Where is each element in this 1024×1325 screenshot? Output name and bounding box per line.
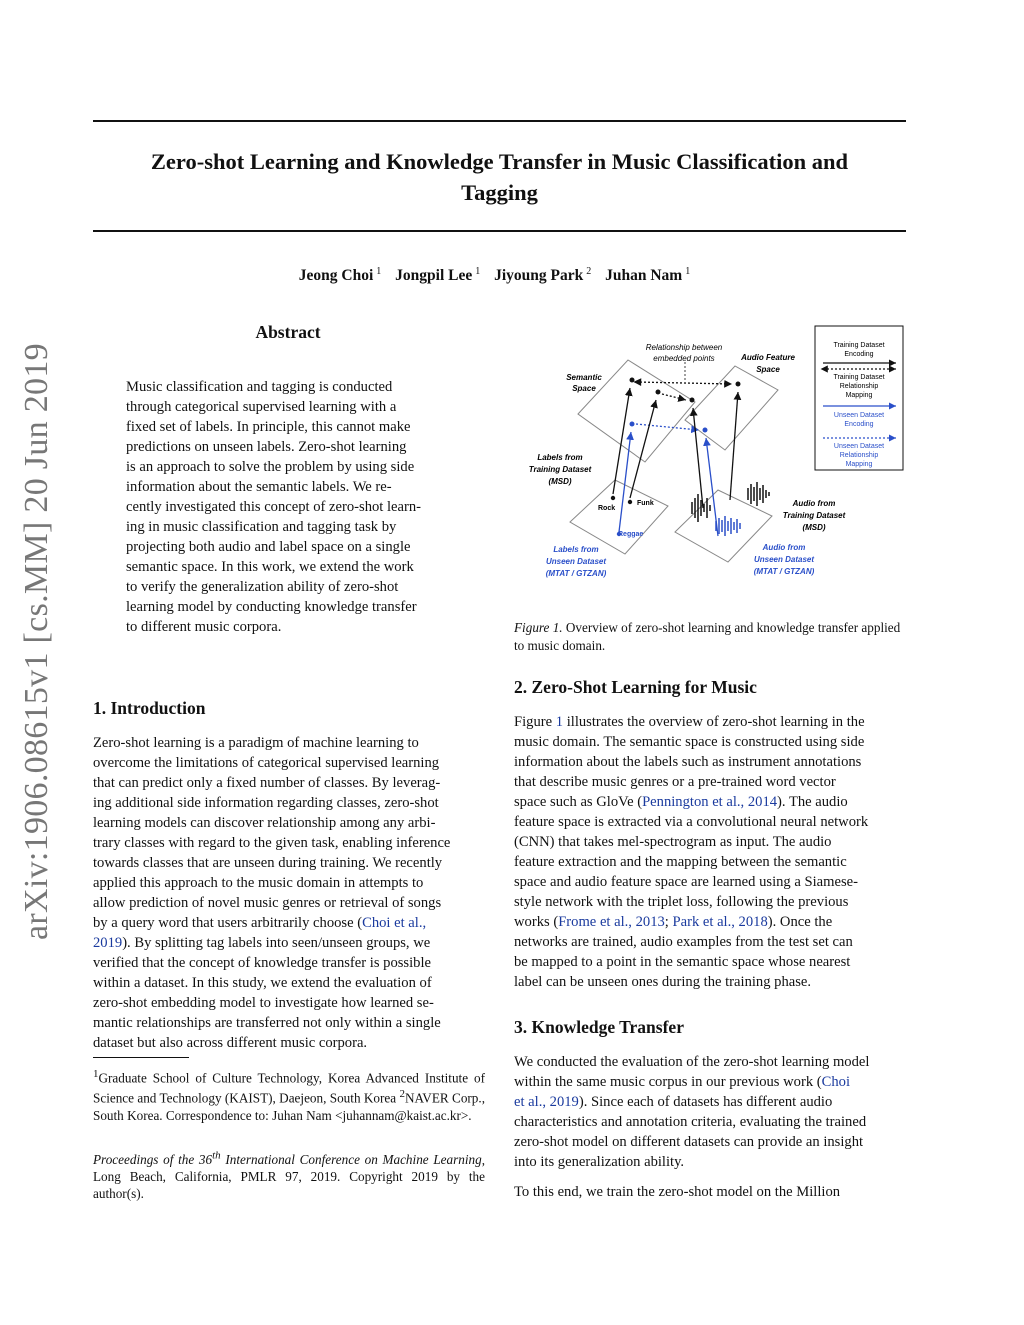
title-rule-top: [93, 120, 906, 122]
intro-line: allow prediction of novel music genres or retrieval of songs: [93, 895, 442, 911]
author-affiliation: 1: [685, 266, 691, 277]
citation-link[interactable]: Park et al., 2018: [672, 914, 768, 930]
legend-train-enc-2: Encoding: [844, 351, 874, 358]
sec2-line: label can be unseen ones during the training phase.: [514, 974, 812, 990]
author-affiliation: 1: [475, 266, 481, 277]
relationship-arrow-unseen: [636, 424, 699, 430]
title-line-2: Tagging: [461, 180, 538, 205]
citation-link[interactable]: Choi: [821, 1074, 851, 1090]
labels-train-3: (MSD): [548, 477, 572, 486]
sec3-line: characteristics and annotation criteria, evaluating the trained: [514, 1114, 867, 1130]
labels-unseen-3: (MTAT / GTZAN): [545, 569, 607, 578]
semantic-space-label-2: Space: [572, 384, 596, 393]
relationship-label-2: embedded points: [653, 354, 715, 363]
arxiv-stamp: arXiv:1906.08615v1 [cs.MM] 20 Jun 2019: [18, 343, 55, 940]
author-name: Jeong Choi: [298, 267, 374, 285]
sec2-line: music domain. The semantic space is constructed using side: [514, 734, 865, 750]
figure-1-caption: Figure 1. Overview of zero-shot learning and knowledge transfer applied to music domain.: [514, 620, 901, 653]
audio-train-3: (MSD): [802, 523, 826, 532]
intro-line: verified that the concept of knowledge transfer is possible: [93, 955, 431, 971]
author-list: [93, 266, 906, 285]
intro-line: dataset but also across different music corpora.: [93, 1035, 368, 1051]
abstract-body: [126, 377, 452, 637]
waveform-msd-right: [748, 482, 769, 506]
relationship-label-1: Relationship between: [645, 343, 723, 352]
intro-line: 2019). By splitting tag labels into seen/unseen groups, we: [93, 935, 431, 951]
sec3-line: We conducted the evaluation of the zero-shot learning model: [514, 1054, 870, 1070]
author-name: Jiyoung Park: [494, 267, 584, 285]
abstract-line: cently investigated this concept of zero-shot learn-: [126, 499, 422, 515]
sec3-line: et al., 2019). Since each of datasets has different audio: [514, 1094, 833, 1110]
intro-line: Zero-shot learning is a paradigm of machine learning to: [93, 735, 419, 751]
intro-line: that can predict only a fixed number of classes. By leverag-: [93, 775, 441, 791]
sec2-line: feature extraction and the mapping between the semantic: [514, 854, 847, 870]
abstract-line: fixed set of labels. In principle, this cannot make: [126, 419, 411, 435]
sec3-body: [514, 1052, 906, 1202]
intro-line: trary classes with regard to the given task, enabling inference: [93, 835, 451, 851]
encoding-arrow: [693, 408, 703, 508]
sec3-heading: 3. Knowledge Transfer: [514, 1017, 684, 1037]
semantic-point: [656, 390, 661, 395]
sec2-line: be mapped to a point in the semantic space whose nearest: [514, 954, 851, 970]
intro-line: learning models can discover relationship among any arbi-: [93, 815, 436, 831]
audio-space-label-1: Audio Feature: [741, 353, 795, 362]
waveform-msd-left: [692, 494, 710, 522]
citation-link[interactable]: 2019: [93, 935, 123, 951]
audio-feature-space-plane: [685, 366, 778, 450]
abstract-line: predictions on unseen labels. Zero-shot learning: [126, 439, 407, 455]
sec2-line: networks are trained, audio examples from the test set can: [514, 934, 853, 950]
abstract-line: through categorical supervised learning with a: [126, 399, 397, 415]
citation-link[interactable]: Frome et al., 2013: [558, 914, 665, 930]
sec2-body: [514, 712, 906, 992]
intro-line: zero-shot embedding model to investigate how learned se-: [93, 995, 434, 1011]
legend-train-enc-1: Training Dataset: [833, 342, 885, 349]
author-name: Juhan Nam: [605, 267, 683, 285]
audio-point: [690, 398, 695, 403]
rock-label: Rock: [598, 505, 616, 512]
intro-line: overcome the limitations of categorical supervised learning: [93, 755, 440, 771]
author-affiliation: 2: [586, 266, 592, 277]
relationship-arrow: [662, 394, 686, 400]
title-line-1: Zero-shot Learning and Knowledge Transfer in Music Classification and: [150, 149, 849, 174]
reggae-label: Reggae: [618, 531, 644, 538]
labels-unseen-2: Unseen Dataset: [545, 557, 607, 566]
labels-train-1: Labels from: [537, 453, 583, 462]
figure-1-diagram: [520, 322, 906, 590]
legend-unseen-rel-1: Unseen Dataset: [833, 443, 885, 450]
audio-point-unseen: [703, 428, 708, 433]
author-affiliation: 1: [376, 266, 382, 277]
semantic-point-unseen: [630, 422, 635, 427]
sec2-line: feature space is extracted via a convolutional neural network: [514, 814, 869, 830]
abstract-line: information about the semantic labels. We re-: [126, 479, 392, 495]
relationship-arrow: [636, 382, 732, 384]
funk-dot: [628, 500, 632, 504]
sec3-line: zero-shot model on different datasets can provide an insight: [514, 1134, 864, 1150]
labels-unseen-1: Labels from: [553, 545, 599, 554]
author-name: Jongpil Lee: [395, 267, 473, 285]
abstract-line: learning model by conducting knowledge transfer: [126, 599, 417, 615]
audio-unseen-3: (MTAT / GTZAN): [753, 567, 815, 576]
citation-link[interactable]: Pennington et al., 2014: [642, 794, 778, 810]
semantic-point: [630, 378, 635, 383]
figure-ref-link[interactable]: 1: [555, 714, 564, 730]
citation-link[interactable]: et al., 2019: [514, 1094, 579, 1110]
sec2-line: style network with the triplet loss, following the previous: [514, 894, 849, 910]
abstract-line: to different music corpora.: [126, 619, 282, 635]
abstract-line: to verify the generalization ability of zero-shot: [126, 579, 399, 595]
intro-line: applied this approach to the music domain in attempts to: [93, 875, 424, 891]
waveform-unseen: [716, 516, 740, 536]
sec2-line: (CNN) that takes mel-spectrogram as input. The audio: [514, 834, 832, 850]
encoding-arrow: [730, 392, 738, 500]
sec3-paragraph-2: To this end, we train the zero-shot model on the Million: [514, 1184, 841, 1200]
legend-train-rel-3: Mapping: [845, 392, 873, 399]
audio-train-2: Training Dataset: [782, 511, 846, 520]
label-input-plane: [570, 480, 668, 554]
footnote-divider: [93, 1057, 189, 1058]
audio-unseen-1: Audio from: [762, 543, 806, 552]
abstract-heading: Abstract: [255, 322, 321, 342]
legend-unseen-enc-1: Unseen Dataset: [833, 412, 885, 419]
paper-title: [93, 146, 906, 208]
title-rule-bottom: [93, 230, 906, 232]
sec2-heading: 2. Zero-Shot Learning for Music: [514, 677, 757, 697]
sec3-line: within the same music corpus in our previous work (Choi: [514, 1074, 851, 1090]
audio-train-1: Audio from: [792, 499, 836, 508]
sec2-line: space and audio feature space are learned using a Siamese-: [514, 874, 859, 890]
sec3-line: into its generalization ability.: [514, 1154, 685, 1170]
intro-line: by a query word that users arbitrarily choose (Choi et al.,: [93, 915, 427, 931]
intro-body: [93, 733, 485, 1053]
intro-heading: 1. Introduction: [93, 698, 206, 718]
legend-unseen-enc-2: Encoding: [844, 421, 874, 428]
sec2-line: information about the labels such as instrument annotations: [514, 754, 862, 770]
intro-line: within a dataset. In this study, we extend the evaluation of: [93, 975, 432, 991]
legend-unseen-rel-2: Relationship: [839, 452, 879, 459]
intro-line: ing additional side information regarding classes, zero-shot: [93, 795, 439, 811]
audio-space-label-2: Space: [756, 365, 780, 374]
affiliation-footnote: $^1$Graduate School of Culture Technology, Korea Advanced Institute of Science and Technology (KAIST), Daejeon, South Korea $^2$NAVER Corp., South Korea. Correspondence to: Juhan Nam <juhannam@kaist.ac.kr>.: [93, 1068, 485, 1123]
abstract-line: projecting both audio and label space on a single: [126, 539, 411, 555]
legend-train-rel-2: Relationship: [839, 383, 879, 390]
sec2-line: space such as GloVe (Pennington et al., 2014). The audio: [514, 794, 848, 810]
funk-label: Funk: [637, 500, 654, 507]
abstract-line: Music classification and tagging is conducted: [126, 379, 393, 395]
abstract-line: ing in music classification and tagging task by: [126, 519, 397, 535]
abstract-line: semantic space. In this work, we extend the work: [126, 559, 414, 575]
rock-dot: [611, 496, 615, 500]
sec2-line: works (Frome et al., 2013; Park et al., 2018). Once the: [514, 914, 833, 930]
audio-point: [736, 382, 741, 387]
semantic-space-label-1: Semantic: [566, 373, 602, 382]
abstract-line: is an approach to solve the problem by using side: [126, 459, 415, 475]
audio-unseen-2: Unseen Dataset: [753, 555, 815, 564]
labels-train-2: Training Dataset: [528, 465, 592, 474]
sec2-line: that describe music genres or a pre-trained word vector: [514, 774, 836, 790]
encoding-arrow: [630, 400, 656, 498]
intro-line: towards classes that are unseen during training. We recently: [93, 855, 443, 871]
sec2-line: Figure 1 illustrates the overview of zero-shot learning in the: [514, 714, 865, 730]
legend-unseen-rel-3: Mapping: [845, 461, 873, 468]
proceedings-note: Proceedings of the 36th International Conference on Machine Learning, Long Beach, California, PMLR 97, 2019. Copyright 2019 by the author(s).: [93, 1150, 485, 1202]
legend-train-rel-1: Training Dataset: [833, 374, 885, 381]
intro-line: mantic relationships are transferred not only within a single: [93, 1015, 441, 1031]
citation-link[interactable]: Choi et al.,: [362, 915, 427, 931]
